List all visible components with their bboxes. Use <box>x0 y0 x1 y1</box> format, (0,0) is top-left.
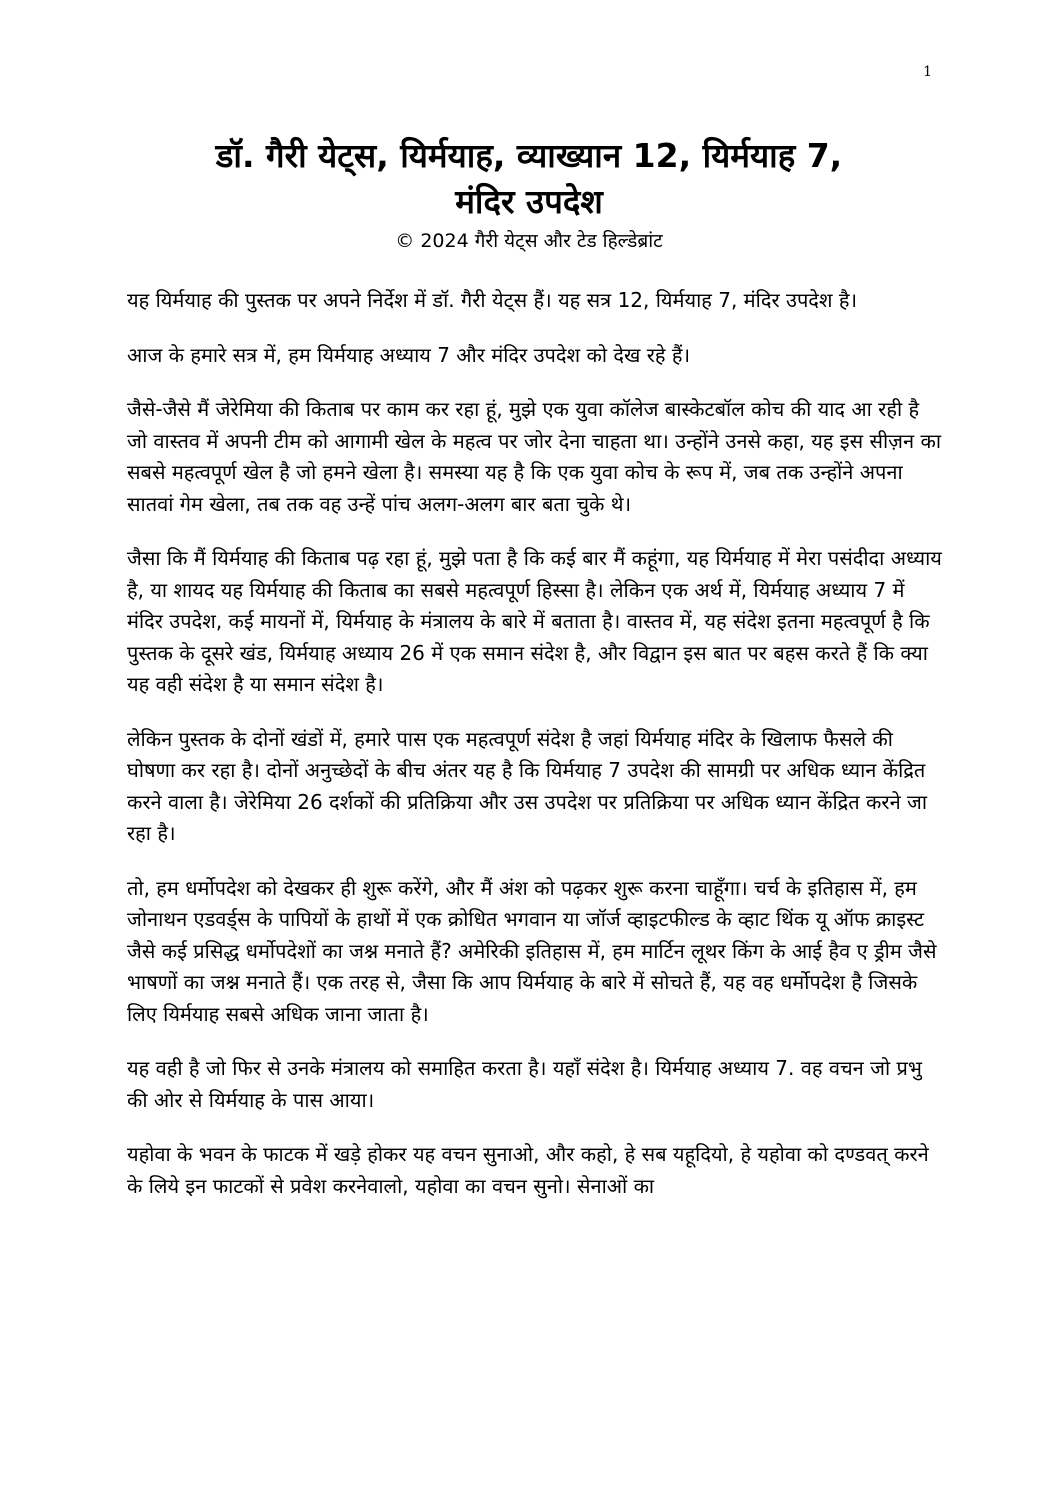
title-line-1: डॉ. गैरी येट्स, यिर्मयाह, व्याख्यान 12, यिर्मयाह 7, <box>215 136 843 175</box>
paragraph: लेकिन पुस्तक के दोनों खंडों में, हमारे पास एक महत्वपूर्ण संदेश है जहां यिर्मयाह मंदिर के खिलाफ फैसले की घोषणा कर रहा है। दोनों अनुच्छेदों के बीच अंतर यह है कि यिर्मयाह 7 उपदेश की सामग्री पर अधिक ध्यान केंद्रित करने वाला है। जेरेमिया 26 दर्शकों की प्रतिक्रिया और उस उपदेश पर प्रतिक्रिया पर अधिक ध्यान केंद्रित करने जा रहा है। <box>127 726 928 845</box>
page-number: 1 <box>923 64 932 80</box>
copyright-line: © 2024 गैरी येट्स और टेड हिल्डेब्रांट <box>395 230 663 252</box>
paragraph: जैसा कि मैं यिर्मयाह की किताब पढ़ रहा हूं, मुझे पता है कि कई बार मैं कहूंगा, यह यिर्मयाह में मेरा पसंदीदा अध्याय है, या शायद यह यिर्मयाह की किताब का सबसे महत्वपूर्ण हिस्सा है। लेकिन एक अर्थ में, यिर्मयाह अध्याय 7 में मंदिर उपदेश, कई मायनों में, यिर्मयाह के मंत्रालय के बारे में बताता है। वास्तव में, यह संदेश इतना महत्वपूर्ण है कि पुस्तक के दूसरे खंड, यिर्मयाह अध्याय 26 में एक समान संदेश है, और विद्वान इस बात पर बहस करते हैं कि क्या यह वही संदेश है या समान संदेश है। <box>127 546 942 696</box>
paragraph: यह यिर्मयाह की पुस्तक पर अपने निर्देश में डॉ. गैरी येट्स हैं। यह सत्र 12, यिर्मयाह 7, मंदिर उपदेश है। <box>127 288 858 312</box>
title-line-2: मंदिर उपदेश <box>455 182 603 221</box>
paragraph: जैसे-जैसे मैं जेरेमिया की किताब पर काम कर रहा हूं, मुझे एक युवा कॉलेज बास्केटबॉल कोच की याद आ रही है जो वास्तव में अपनी टीम को आगामी खेल के महत्व पर जोर देना चाहता था। उन्होंने उनसे कहा, यह इस सीज़न का सबसे महत्वपूर्ण खेल है जो हमने खेला है। समस्या यह है कि एक युवा कोच के रूप में, जब तक उन्होंने अपना सातवां गेम खेला, तब तक वह उन्हें पांच अलग-अलग बार बता चुके थे। <box>127 397 942 516</box>
paragraph: यह वही है जो फिर से उनके मंत्रालय को समाहित करता है। यहाँ संदेश है। यिर्मयाह अध्याय 7. वह वचन जो प्रभु की ओर से यिर्मयाह के पास आया। <box>127 1056 922 1112</box>
paragraph: तो, हम धर्मोपदेश को देखकर ही शुरू करेंगे, और मैं अंश को पढ़कर शुरू करना चाहूँगा। चर्च के इतिहास में, हम जोनाथन एडवर्ड्स के पापियों के हाथों में एक क्रोधित भगवान या जॉर्ज व्हाइटफील्ड के व्हाट थिंक यू ऑफ क्राइस्ट जैसे कई प्रसिद्ध धर्मोपदेशों का जश्न मनाते हैं? अमेरिकी इतिहास में, हम मार्टिन लूथर किंग के आई हैव ए ड्रीम जैसे भाषणों का जश्न मनाते हैं। एक तरह से, जैसा कि आप यिर्मयाह के बारे में सोचते हैं, यह वह धर्मोपदेश है जिसके लिए यिर्मयाह सबसे अधिक जाना जाता है। <box>127 875 937 1026</box>
paragraph: आज के हमारे सत्र में, हम यिर्मयाह अध्याय 7 और मंदिर उपदेश को देख रहे हैं। <box>127 342 691 367</box>
document-body <box>127 285 942 1225</box>
document-title <box>120 133 938 225</box>
paragraph: यहोवा के भवन के फाटक में खड़े होकर यह वचन सुनाओ, और कहो, हे सब यहूदियो, हे यहोवा को दण्डवत् करने के लिये इन फाटकों से प्रवेश करनेवालो, यहोवा का वचन सुनो। सेनाओं का <box>127 1142 929 1198</box>
